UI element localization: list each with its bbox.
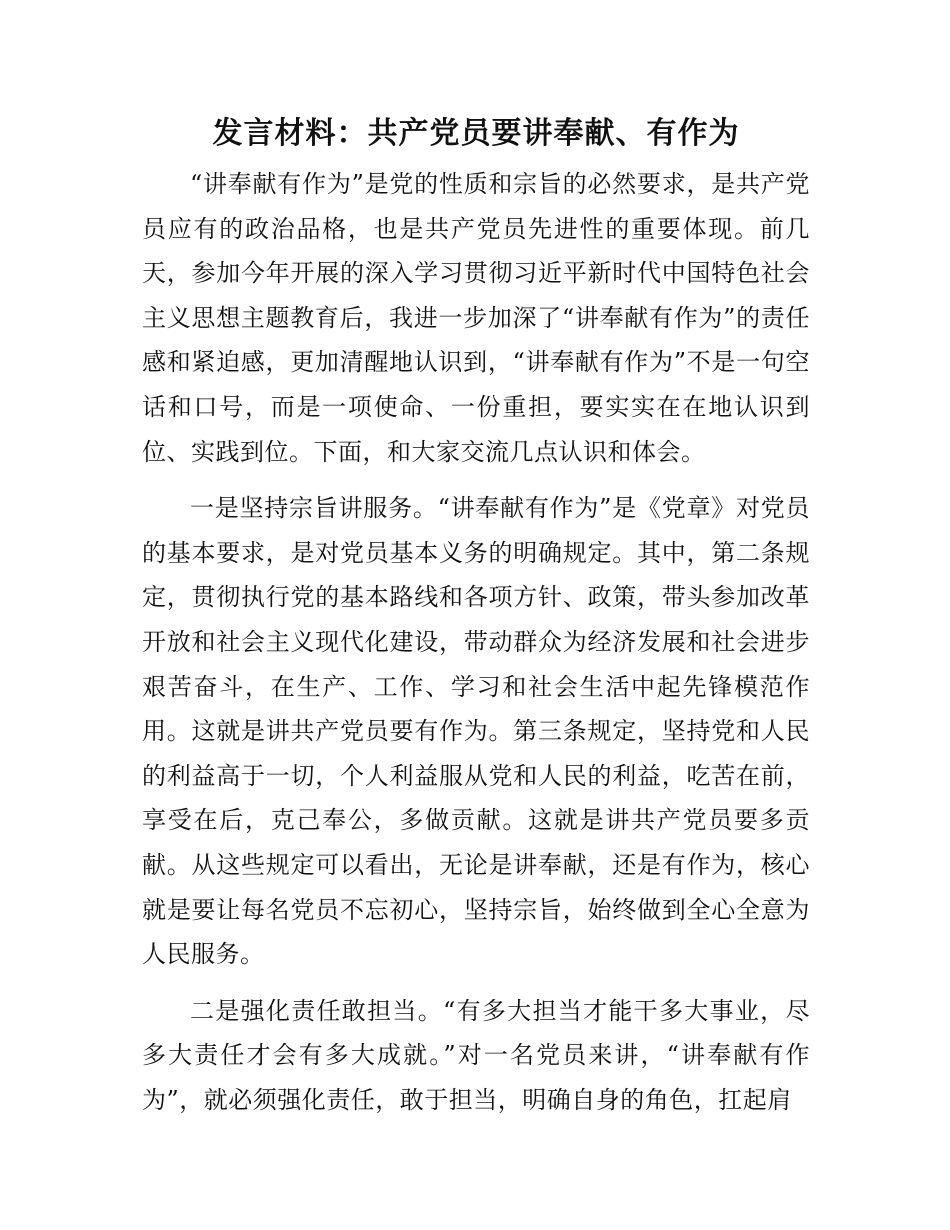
paragraph-point-two: 二是强化责任敢担当。“有多大担当才能干多大事业，尽多大责任才会有多大成就。”对一名党员来讲，“讲奉献有作为”，就必须强化责任，敢于担当，明确自身的角色，扛起肩 (142, 996, 810, 1114)
paragraph-point-one: 一是坚持宗旨讲服务。“讲奉献有作为”是《党章》对党员的基本要求，是对党员基本义务的明确规定。其中，第二条规定，贯彻执行党的基本路线和各项方针、政策，带头参加改革开放和社会主义现代化建设，带动群众为经济发展和社会进步艰苦奋斗，在生产、工作、学习和社会生活中起先锋模范作用。这就是讲共产党员要有作为。第三条规定，坚持党和人民的利益高于一切，个人利益服从党和人民的利益，吃苦在前，享受在后，克己奉公，多做贡献。这就是讲共产党员要多贡献。从这些规定可以看出，无论是讲奉献，还是有作为，核心就是要让每名党员不忘初心，坚持宗旨，始终做到全心全意为人民服务。 (142, 494, 810, 969)
document-title: 发言材料：共产党员要讲奉献、有作为 (212, 116, 740, 151)
document-page (142, 112, 810, 1134)
paragraph-intro: “讲奉献有作为”是党的性质和宗旨的必然要求，是共产党员应有的政治品格，也是共产党员先进性的重要体现。前几天，参加今年开展的深入学习贯彻习近平新时代中国特色社会主义思想主题教育后，我进一步加深了“讲奉献有作为”的责任感和紧迫感，更加清醒地认识到，“讲奉献有作为”不是一句空话和口号，而是一项使命、一份重担，要实实在在地认识到位、实践到位。下面，和大家交流几点认识和体会。 (142, 170, 810, 466)
